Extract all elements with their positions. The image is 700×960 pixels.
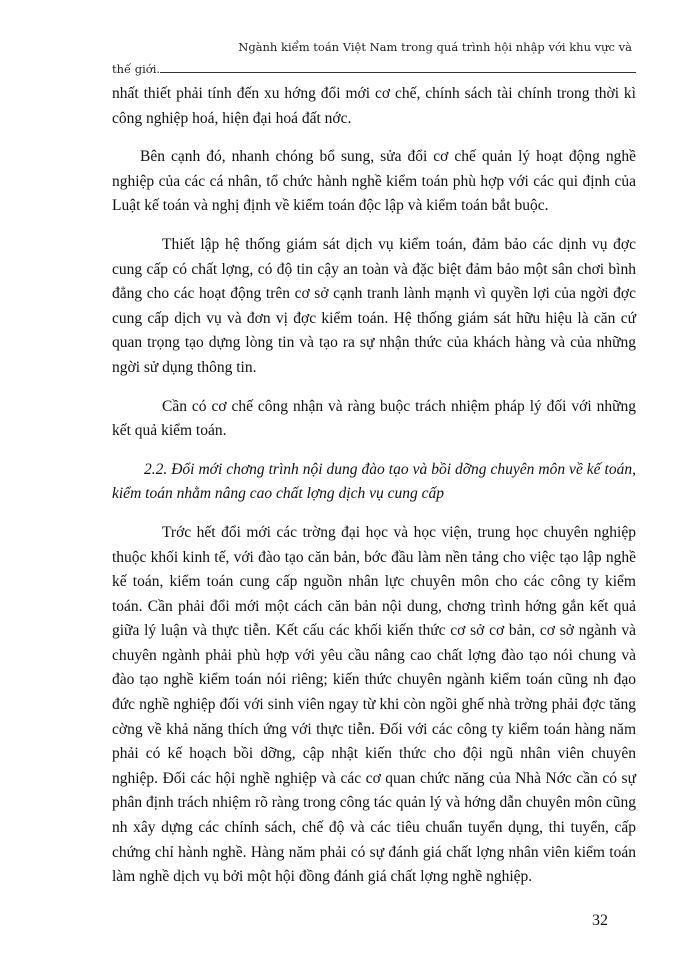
running-header [112,36,636,80]
body-text [112,82,636,904]
paragraph: Bên cạnh đó, nhanh chóng bổ sung, sửa đổi cơ chế quản lý hoạt động nghề nghiệp của các cá nhân, tổ chức hành nghề kiểm toán phù hợp với các qui định của Luật kế toán và nghị định về kiểm toán độc lập và kiểm toán bắt buộc. [112,148,636,215]
page-number: 32 [592,912,608,929]
paragraph-continuation: nhất thiết phải tính đến xu hớng đổi mới cơ chế, chính sách tài chính trong thời kì công nghiệp hoá, hiện đại hoá đất nớc. [112,85,636,127]
header-rule [160,72,636,73]
section-paragraph: Trớc hết đổi mới các trờng đại học và học viện, trung học chuyên nghiệp thuộc khối kinh tế, với đào tạo căn bản, bớc đầu làm nền tảng cho việc tạo lập nghề kế toán, kiểm toán cung cấp nguồn nhân lực chuyên môn cho các công ty kiểm toán. Cần phải đổi mới một cách căn bản nội dung, chơng trình hớng gắn kết quả giữa lý luận và thực tiễn. Kết cấu các khối kiến thức cơ sở cơ bản, cơ sở ngành và chuyên ngành phải phù hợp với yêu cầu nâng cao chất lợng đào tạo nói chung và đào tạo nghề kiểm toán nói riêng; kiến thức chuyên ngành kiểm toán cũng nh đạo đức nghề nghiệp đối với sinh viên ngay từ khi còn ngồi ghế nhà trờng phải đợc tăng cờng về khả năng thích ứng với thực tiễn. Đối với các công ty kiểm toán hàng năm phải có kế hoạch bồi dỡng, cập nhật kiến thức cho đội ngũ nhân viên chuyên nghiệp. Đối các hội nghề nghiệp và các cơ quan chức năng của Nhà Nớc cần có sự phân định trách nhiệm rõ ràng trong công tác quản lý và hớng dẫn chuyên môn cũng nh xây dựng các chính sách, chế độ và các tiêu chuẩn tuyển dụng, thi tuyển, cấp chứng chỉ hành nghề. Hàng năm phải có sự đánh giá chất lợng nhân viên kiểm toán làm nghề dịch vụ bởi một hội đồng đánh giá chất lợng nghề nghiệp. [112,523,636,886]
section-heading: 2.2. Đổi mới chơng trình nội dung đào tạo và bồi dỡng chuyên môn về kế toán, kiểm toán nhằm nâng cao chất lợng dịch vụ cung cấp [112,460,636,503]
paragraph: Cần có cơ chế công nhận và ràng buộc trách nhiệm pháp lý đối với những kết quả kiểm toán. [112,397,636,440]
running-title-line1: Ngành kiểm toán Việt Nam trong quá trình hội nhập với khu vực và [238,40,632,54]
paragraph: Thiết lập hệ thống giám sát dịch vụ kiểm toán, đảm bảo các dịnh vụ đợc cung cấp có chất lợng, có độ tin cậy an toàn và đặc biệt đảm bảo một sân chơi bình đẳng cho các hoạt động trên cơ sở cạnh tranh lành mạnh vì quyền lợi của ngời đợc cung cấp dịch vụ và đơn vị đợc kiểm toán. Hệ thống giám sát hữu hiệu là căn cứ quan trọng tạo dựng lòng tin và tạo ra sự nhận thức của khách hàng và của những ngời sử dụng thông tin. [112,235,636,376]
running-title-line2: thế giới. [112,62,161,76]
